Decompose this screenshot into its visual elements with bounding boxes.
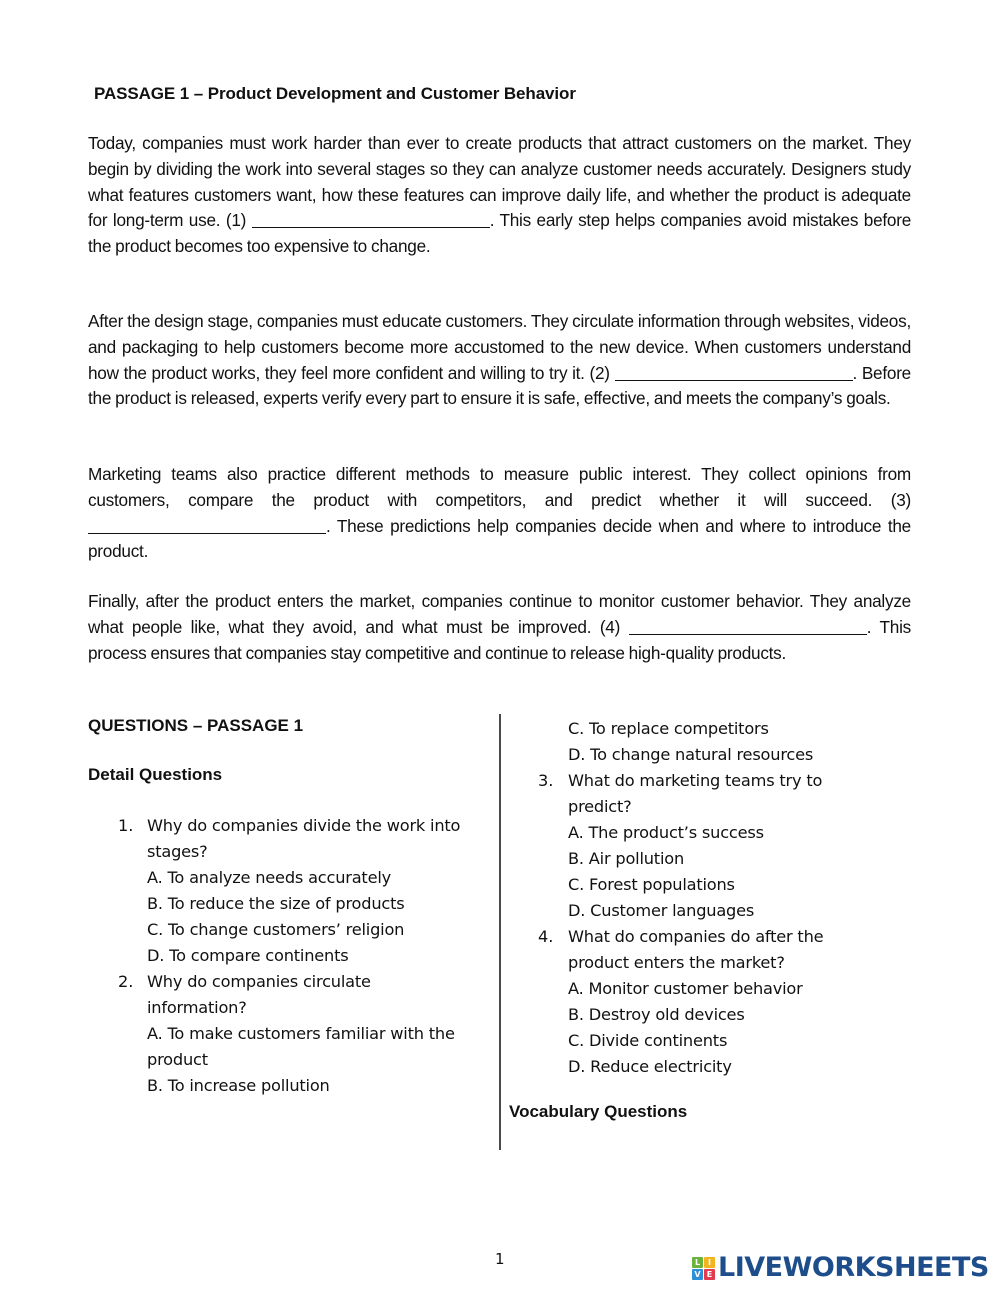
logo-letter-block: L (692, 1257, 703, 1268)
passage-title: PASSAGE 1 – Product Development and Customer Behavior (94, 84, 576, 103)
answer-option[interactable]: B. To increase pollution (147, 1076, 330, 1095)
answer-blank-4[interactable] (629, 619, 867, 635)
question-text: stages? (147, 842, 208, 861)
passage-paragraph-1 (88, 131, 911, 260)
answer-option[interactable]: D. To compare continents (147, 946, 349, 965)
question-text: product enters the market? (568, 953, 785, 972)
detail-questions-heading: Detail Questions (88, 765, 223, 784)
logo-letter-block: V (692, 1269, 703, 1280)
paragraph-text: Finally, after the product enters the market, companies continue to monitor customer behavior. They analyze what people like, what they avoid, and what must be improved. (4) (88, 591, 911, 637)
logo-letter-block: I (704, 1257, 715, 1268)
answer-option[interactable]: B. Air pollution (568, 849, 685, 868)
question-text: What do marketing teams try to (568, 771, 823, 790)
question-text: information? (147, 998, 247, 1017)
paragraph-text: After the design stage, companies must educate customers. They circulate information through websites, videos, and packaging to help customers become more accustomed to the new device. When customers understand how the product works, they feel more confident and willing to try it. (2) (88, 311, 911, 383)
answer-option[interactable]: B. To reduce the size of products (147, 894, 405, 913)
answer-blank-2[interactable] (615, 365, 853, 381)
question-number: 4. (538, 927, 554, 946)
answer-option[interactable]: D. Reduce electricity (568, 1057, 732, 1076)
question-text: What do companies do after the (568, 927, 824, 946)
passage-paragraph-4 (88, 589, 911, 666)
answer-option[interactable]: C. Divide continents (568, 1031, 728, 1050)
question-text: Why do companies divide the work into (147, 816, 461, 835)
question-number: 2. (118, 972, 134, 991)
paragraph-text: . These predictions help companies decide when and where to introduce the product. (88, 515, 911, 562)
page-number: 1 (495, 1250, 505, 1268)
live-blocks-icon (692, 1257, 715, 1280)
answer-option[interactable]: A. To analyze needs accurately (147, 868, 392, 887)
column-divider (499, 714, 501, 1150)
answer-option[interactable]: A. The product’s success (568, 823, 764, 842)
logo-wordmark: LIVEWORKSHEETS (718, 1252, 989, 1283)
paragraph-text: . This process ensures that companies stay competitive and continue to release high-quality products. (88, 616, 911, 663)
answer-option[interactable]: C. Forest populations (568, 875, 735, 894)
paragraph-text: . This early step helps companies avoid mistakes before the product becomes too expensive to change. (88, 210, 912, 257)
liveworksheets-logo[interactable] (692, 1254, 989, 1282)
paragraph-text: . Before the product is released, experts verify every part to ensure it is safe, effective, and meets the company’s goals. (88, 362, 911, 409)
passage-paragraph-2 (88, 309, 911, 412)
vocabulary-questions-heading: Vocabulary Questions (509, 1102, 688, 1121)
question-text: Why do companies circulate (147, 972, 371, 991)
answer-option[interactable]: B. Destroy old devices (568, 1005, 745, 1024)
answer-option[interactable]: D. To change natural resources (568, 745, 814, 764)
questions-heading: QUESTIONS – PASSAGE 1 (88, 716, 304, 735)
answer-option[interactable]: A. Monitor customer behavior (568, 979, 803, 998)
answer-option[interactable]: A. To make customers familiar with the (147, 1024, 455, 1043)
question-text: predict? (568, 797, 632, 816)
answer-option-continued[interactable]: product (147, 1050, 208, 1069)
answer-option[interactable]: C. To change customers’ religion (147, 920, 405, 939)
answer-option[interactable]: D. Customer languages (568, 901, 755, 920)
question-number: 1. (118, 816, 134, 835)
paragraph-text: Marketing teams also practice different methods to measure public interest. They collect opinions from customers, compare the product with competitors, and predict whether it will succeed. (3) (88, 464, 911, 510)
question-number: 3. (538, 771, 554, 790)
answer-blank-3[interactable] (88, 518, 326, 534)
paragraph-text: Today, companies must work harder than ever to create products that attract customers on the market. They begin by dividing the work into several stages so they can analyze customer needs accurately. Designers study what features customers want, how these features can improve daily life, and whether the product is adequate for long-term use. (1) (88, 133, 911, 231)
logo-letter-block: E (704, 1269, 715, 1280)
answer-blank-1[interactable] (252, 212, 490, 228)
answer-option[interactable]: C. To replace competitors (568, 719, 769, 738)
passage-paragraph-3 (88, 462, 911, 565)
